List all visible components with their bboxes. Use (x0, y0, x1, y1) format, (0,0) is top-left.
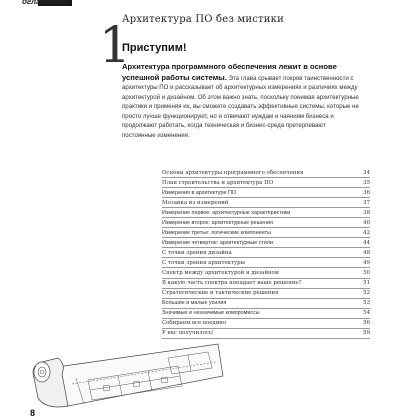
toc-page: 54 (363, 310, 370, 317)
toc-page: 34 (363, 169, 370, 176)
intro-lead: Архитектура программного обеспечения лежит в основе успешной работы системы. (122, 62, 337, 82)
toc-page: 38 (363, 209, 370, 216)
toc-title: Стратегические и тактические решения (162, 290, 279, 297)
toc-page: 56 (363, 320, 370, 327)
toc-title: С точки зрения дизайна (162, 249, 232, 256)
intro-paragraph (122, 62, 359, 140)
toc-row[interactable] (162, 208, 370, 218)
toc-page: 59 (363, 330, 370, 337)
toc-row[interactable] (162, 198, 370, 208)
toc-page: 49 (363, 259, 370, 266)
toc-title: Значимые и незначимые компромиссы (162, 310, 260, 317)
toc-page: 51 (363, 280, 370, 287)
table-of-contents (162, 168, 370, 339)
toc-title: В какую часть спектра попадает ваше решение? (162, 280, 302, 287)
toc-row[interactable] (162, 268, 370, 278)
toc-title: Измерение второе: архитектурные решения (162, 219, 273, 226)
toc-title: Мозаика из измерений (162, 199, 229, 206)
toc-title: Измерение третье: логические компоненты (162, 229, 271, 236)
toc-page: 48 (363, 249, 370, 256)
toc-row[interactable] (162, 248, 370, 258)
blueprint-scroll-illustration (28, 338, 224, 410)
toc-row[interactable] (162, 299, 370, 309)
toc-row[interactable] (162, 178, 370, 188)
toc-title: План строительства и архитектура ПО (162, 179, 274, 186)
toc-row[interactable] (162, 258, 370, 268)
toc-title: Измерения в архитектуре ПО (162, 189, 237, 196)
intro-text: Эта глава срывает покров таинственности с архитектуры ПО и рассказывает об архитектурных измерениях и различиях между архитектурой и дизайном. Об этом важно знать, поскольку понимая архитектурные практики и применяя их, вы сможете создавать эффективные системы, которые не просто лучше функционируют, но и отвечают нуждам и чаяниям бизнеса и продолжают работать, когда техническая и бизнес-среда претерпевают постоянные изменения. (122, 74, 359, 139)
toc-title: Спектр между архитектурой и дизайном (162, 269, 279, 276)
toc-title: Собираем все воедино (162, 320, 227, 327)
toc-page: 35 (363, 179, 370, 186)
toc-title: Измерение первое: архитектурные характеристики (162, 209, 291, 216)
toc-title: Основы архитектуры программного обеспечения (162, 169, 304, 176)
toc-page: 52 (363, 290, 370, 297)
toc-row[interactable] (162, 289, 370, 299)
toc-title: С точки зрения архитектуры (162, 259, 245, 266)
toc-page: 40 (363, 219, 370, 226)
toc-title: У вас получилось! (162, 330, 214, 337)
page-number: 8 (30, 408, 36, 418)
toc-page: 42 (363, 229, 370, 236)
toc-title: Измерение четвертое: архитектурные стили (162, 239, 274, 246)
chapter-number: 1 (99, 16, 131, 74)
toc-page: 37 (363, 199, 370, 206)
toc-title: Большие и малые усилия (162, 300, 227, 307)
toc-row[interactable] (162, 319, 370, 329)
toc-row[interactable] (162, 228, 370, 238)
toc-row[interactable] (162, 309, 370, 319)
toc-row[interactable] (162, 218, 370, 228)
toc-row[interactable] (162, 188, 370, 198)
toc-page: 50 (363, 269, 370, 276)
toc-page: 44 (363, 239, 370, 246)
toc-row[interactable] (162, 279, 370, 289)
toc-page: 36 (363, 189, 370, 196)
chapter-title: Архитектура ПО без мистики (122, 14, 284, 25)
section-label: оглавление (22, 0, 69, 6)
toc-page: 53 (363, 300, 370, 307)
toc-row[interactable] (162, 168, 370, 178)
intro-heading: Приступим! (122, 42, 187, 54)
toc-row[interactable] (162, 238, 370, 248)
